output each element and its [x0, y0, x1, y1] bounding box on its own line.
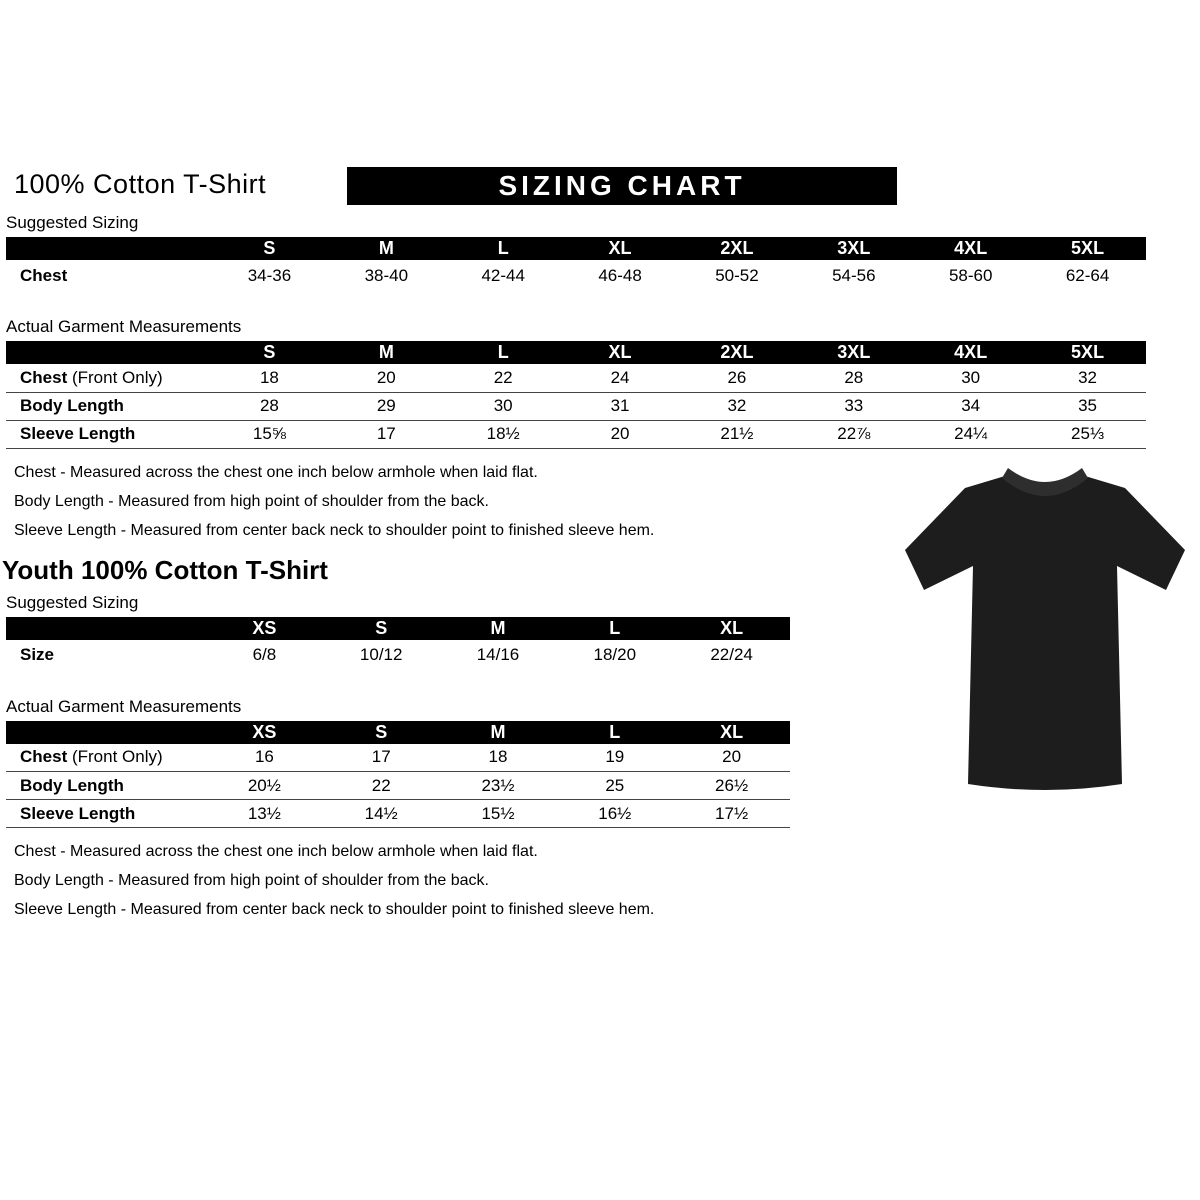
table-cell: 32 — [727, 396, 747, 415]
table-cell: 15⅝ — [252, 424, 286, 443]
note-line: Sleeve Length - Measured from center back neck to shoulder point to finished sleeve hem. — [14, 901, 655, 918]
note-line: Body Length - Measured from high point of shoulder from the back. — [14, 492, 489, 510]
table-cell: 23½ — [481, 775, 515, 795]
table-cell: 25⅓ — [1071, 424, 1105, 443]
table-cell: 42-44 — [481, 265, 525, 285]
sizing-chart-page — [0, 167, 1200, 929]
youth-measurement-notes — [14, 842, 1200, 920]
row-label: Chest (Front Only) — [20, 367, 163, 387]
row-label: Sleeve Length — [20, 803, 136, 823]
sizing-chart-banner: SIZING CHART — [347, 167, 897, 205]
table-cell: 18 — [259, 367, 279, 387]
table-cell: 18/20 — [593, 645, 637, 664]
table-cell: 38-40 — [364, 265, 409, 285]
column-header: XL — [562, 341, 679, 364]
note-line: Chest - Measured across the chest one inch below armhole when laid flat. — [14, 463, 538, 481]
column-header: 2XL — [679, 341, 796, 364]
table-header-row — [6, 721, 790, 744]
column-header: 4XL — [912, 341, 1029, 364]
table-cell: 34 — [961, 396, 981, 415]
corner-cell — [6, 617, 206, 640]
table-cell: 15½ — [481, 803, 515, 823]
table-cell: 6/8 — [252, 645, 277, 664]
column-header: 5XL — [1029, 237, 1146, 260]
column-header: 4XL — [912, 237, 1029, 260]
table-cell: 28 — [259, 396, 279, 415]
adult-suggested-table — [6, 237, 1146, 291]
column-header: XL — [673, 721, 790, 744]
tshirt-product-image — [890, 462, 1200, 814]
table-cell: 17 — [371, 747, 391, 767]
table-cell: 58-60 — [948, 265, 993, 285]
column-header: L — [445, 237, 562, 260]
column-header: L — [556, 617, 673, 640]
row-label: Body Length — [20, 396, 124, 415]
column-header: S — [211, 341, 328, 364]
table-header-row — [6, 617, 790, 640]
note-line: Chest - Measured across the chest one inch below armhole when laid flat. — [14, 843, 538, 860]
column-header: 2XL — [679, 237, 796, 260]
table-cell: 25 — [605, 775, 625, 795]
column-header: M — [440, 721, 557, 744]
table-cell: 29 — [376, 396, 396, 415]
youth-actual-measurements-label: Actual Garment Measurements — [6, 696, 242, 716]
table-row — [6, 364, 1146, 392]
youth-suggested-sizing-label: Suggested Sizing — [6, 592, 139, 612]
table-cell: 54-56 — [832, 265, 876, 285]
table-cell: 16 — [254, 747, 274, 767]
table-cell: 33 — [844, 396, 864, 415]
column-header: M — [328, 341, 445, 364]
table-row — [6, 772, 790, 800]
corner-cell — [6, 341, 211, 364]
table-cell: 20½ — [247, 775, 281, 795]
corner-cell — [6, 721, 206, 744]
column-header: L — [556, 721, 673, 744]
row-label: Size — [20, 645, 55, 664]
table-row — [6, 392, 1146, 420]
note-line: Sleeve Length - Measured from center back neck to shoulder point to finished sleeve hem. — [14, 521, 655, 539]
column-header: 5XL — [1029, 341, 1146, 364]
table-cell: 22 — [371, 775, 391, 795]
table-cell: 32 — [1078, 367, 1098, 387]
page-header — [0, 167, 1200, 213]
table-cell: 19 — [605, 747, 625, 767]
table-cell: 28 — [844, 367, 864, 387]
adult-suggested-sizing-label: Suggested Sizing — [6, 213, 139, 232]
table-cell: 20 — [376, 367, 396, 387]
table-row — [6, 640, 790, 671]
table-cell: 35 — [1078, 396, 1098, 415]
table-cell: 34-36 — [247, 265, 292, 285]
tshirt-body — [905, 476, 1185, 790]
table-cell: 16½ — [598, 803, 632, 823]
adult-actual-measurements-label: Actual Garment Measurements — [6, 317, 242, 336]
table-cell: 13½ — [247, 803, 281, 823]
column-header: XL — [562, 237, 679, 260]
column-header: M — [328, 237, 445, 260]
row-label: Sleeve Length — [20, 424, 136, 443]
column-header: XL — [673, 617, 790, 640]
row-label: Body Length — [20, 775, 124, 795]
column-header: S — [323, 617, 440, 640]
table-cell: 18 — [488, 747, 508, 767]
table-cell: 62-64 — [1065, 265, 1110, 285]
table-cell: 30 — [493, 396, 513, 415]
table-cell: 14/16 — [476, 645, 520, 664]
table-cell: 26 — [727, 367, 747, 387]
youth-section-title: Youth 100% Cotton T-Shirt — [2, 554, 328, 585]
row-label: Chest — [20, 265, 68, 285]
column-header: L — [445, 341, 562, 364]
table-cell: 14½ — [364, 803, 398, 823]
corner-cell — [6, 237, 211, 260]
column-header: M — [440, 617, 557, 640]
page-title: 100% Cotton T-Shirt — [14, 169, 267, 199]
row-label: Chest (Front Only) — [20, 747, 163, 767]
table-row — [6, 420, 1146, 448]
column-header: XS — [206, 617, 323, 640]
table-cell: 50-52 — [715, 265, 759, 285]
column-header: S — [211, 237, 328, 260]
table-cell: 26½ — [715, 775, 749, 795]
table-cell: 21½ — [720, 424, 754, 443]
column-header: 3XL — [795, 341, 912, 364]
table-cell: 10/12 — [359, 645, 403, 664]
table-cell: 22 — [493, 367, 513, 387]
table-cell: 24¼ — [954, 424, 988, 443]
youth-actual-table — [6, 721, 790, 829]
table-cell: 31 — [610, 396, 630, 415]
table-row — [6, 744, 790, 772]
table-cell: 22⅞ — [837, 424, 871, 443]
table-header-row — [6, 341, 1146, 364]
column-header: XS — [206, 721, 323, 744]
table-cell: 20 — [722, 747, 742, 767]
table-cell: 30 — [961, 367, 981, 387]
column-header: 3XL — [795, 237, 912, 260]
adult-actual-table — [6, 341, 1146, 449]
table-cell: 20 — [610, 424, 630, 443]
table-cell: 46-48 — [598, 265, 642, 285]
column-header: S — [323, 721, 440, 744]
table-header-row — [6, 237, 1146, 260]
table-cell: 18½ — [486, 424, 520, 443]
table-cell: 17½ — [715, 803, 749, 823]
note-line: Body Length - Measured from high point of shoulder from the back. — [14, 872, 489, 889]
table-row — [6, 260, 1146, 291]
youth-suggested-table — [6, 617, 790, 671]
table-cell: 17 — [376, 424, 396, 443]
table-row — [6, 800, 790, 828]
table-cell: 24 — [610, 367, 630, 387]
table-cell: 22/24 — [710, 645, 753, 664]
